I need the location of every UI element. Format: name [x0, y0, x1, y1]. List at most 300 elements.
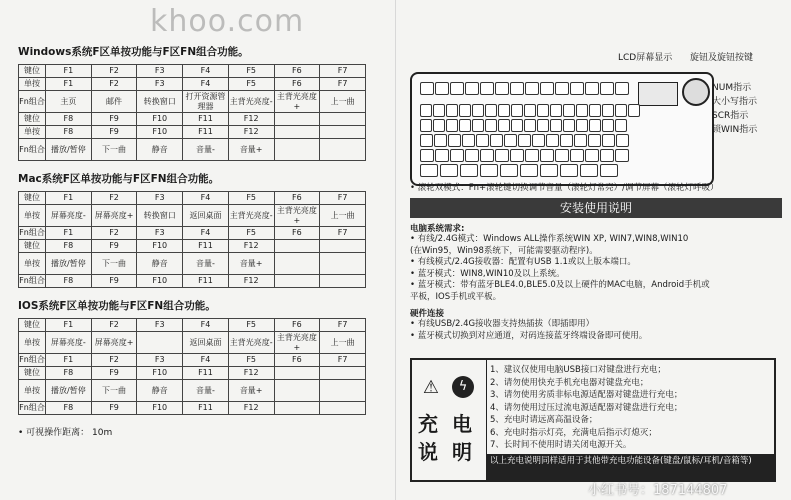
table-cell: [320, 367, 366, 380]
row-label-cell: 键位: [19, 367, 46, 380]
key-icon: [588, 134, 601, 147]
table-cell: 上一曲: [320, 91, 366, 113]
table-cell: F5: [228, 319, 274, 332]
table-cell: 屏幕亮度+: [91, 205, 137, 227]
table-cell: [274, 253, 320, 275]
table-cell: F2: [91, 192, 137, 205]
notice-char: 电: [452, 412, 472, 436]
table-cell: [320, 126, 366, 139]
table-cell: F9: [91, 402, 137, 415]
table-cell: 上一曲: [320, 205, 366, 227]
table-cell: 播放/暂停: [46, 253, 92, 275]
key-icon: [602, 134, 615, 147]
key-icon: [480, 149, 494, 162]
table-cell: [320, 113, 366, 126]
table-cell: [274, 367, 320, 380]
table-cell: [274, 275, 320, 288]
table-cell: [274, 380, 320, 402]
keyboard-illustration: [410, 72, 714, 186]
table-cell: 静音: [137, 380, 183, 402]
table-cell: F8: [46, 402, 92, 415]
table-cell: F6: [274, 227, 320, 240]
key-icon: [472, 104, 484, 117]
table-row: [19, 240, 366, 253]
fkey-table-ios: [18, 318, 366, 415]
table-cell: 音量+: [228, 139, 274, 161]
notice-char: 明: [452, 440, 472, 464]
table-cell: F11: [183, 126, 229, 139]
key-icon: [435, 149, 449, 162]
key-icon: [615, 119, 627, 132]
table-row: [19, 253, 366, 275]
row-label-cell: 单按: [19, 78, 46, 91]
fkey-table-mac: [18, 191, 366, 288]
section-mac: [18, 171, 385, 288]
table-row: [19, 367, 366, 380]
table-cell: [274, 126, 320, 139]
table-cell: F3: [137, 227, 183, 240]
table-cell: F1: [46, 319, 92, 332]
table-cell: F12: [228, 113, 274, 126]
table-cell: F4: [183, 65, 229, 78]
table-cell: F7: [320, 192, 366, 205]
key-icon: [462, 134, 475, 147]
key-icon: [524, 104, 536, 117]
req-item: 平板，IOS手机或平板。: [410, 291, 502, 302]
req-item: • 蓝牙模式：WIN8,WIN10及以上系统。: [410, 268, 565, 279]
req-item: • 有线/2.4G模式：Windows ALL操作系统WIN XP, WIN7,WIN8,WIN10: [410, 234, 689, 244]
table-row: [19, 380, 366, 402]
charging-notice: [410, 358, 776, 482]
key-icon: [570, 149, 584, 162]
table-cell: F9: [91, 240, 137, 253]
key-icon: [550, 119, 562, 132]
key-icon: [532, 134, 545, 147]
table-cell: F6: [274, 78, 320, 91]
row-label-cell: 单按: [19, 253, 46, 275]
key-icon: [600, 164, 618, 177]
table-cell: F7: [320, 354, 366, 367]
key-icon: [585, 149, 599, 162]
key-icon: [546, 134, 559, 147]
table-cell: F10: [137, 126, 183, 139]
section-title: IOS系统F区单按功能与F区FN组合功能。: [18, 300, 216, 312]
key-icon: [420, 149, 434, 162]
req-item: • 蓝牙模式：带有蓝牙BLE4.0,BLE5.0及以上硬件的MAC电脑，Android手机或: [410, 280, 710, 290]
xiaohongshu-id: 小红书号：187144807: [588, 483, 728, 498]
notice-char: 充: [418, 412, 438, 436]
key-icon: [525, 149, 539, 162]
row-label-cell: Fn组合: [19, 227, 46, 240]
conn-item: • 有线USB/2.4G接收器支持热插拔（即插即用）: [410, 319, 595, 329]
key-icon: [563, 104, 575, 117]
notice-item: 3、请勿使用劣质非标电源适配器对键盘进行充电；: [490, 390, 683, 400]
table-cell: F6: [274, 319, 320, 332]
table-cell: 返回桌面: [183, 332, 229, 354]
table-cell: F8: [46, 113, 92, 126]
key-icon: [420, 164, 438, 177]
knob-label: 旋钮及旋钮按键: [690, 53, 754, 63]
key-icon: [434, 134, 447, 147]
key-icon: [448, 134, 461, 147]
table-cell: F6: [274, 354, 320, 367]
table-row: [19, 354, 366, 367]
table-cell: 屏幕亮度-: [46, 332, 92, 354]
key-icon: [615, 82, 629, 95]
key-icon: [495, 149, 509, 162]
table-cell: 上一曲: [320, 332, 366, 354]
notice-item: 2、请勿使用快充手机充电器对键盘充电；: [490, 377, 649, 388]
table-cell: 转换窗口: [137, 205, 183, 227]
table-cell: 主页: [46, 91, 92, 113]
table-cell: F12: [228, 240, 274, 253]
table-row: [19, 402, 366, 415]
table-cell: F4: [183, 78, 229, 91]
table-cell: F9: [91, 275, 137, 288]
key-icon: [537, 119, 549, 132]
key-icon: [524, 119, 536, 132]
key-icon: [520, 164, 538, 177]
table-cell: F1: [46, 65, 92, 78]
key-icon: [498, 119, 510, 132]
notice-header: [412, 360, 487, 480]
table-cell: 音量-: [183, 253, 229, 275]
table-cell: F5: [228, 227, 274, 240]
key-icon: [459, 119, 471, 132]
key-icon: [602, 104, 614, 117]
table-cell: [320, 380, 366, 402]
table-row: [19, 332, 366, 354]
table-cell: F9: [91, 113, 137, 126]
table-row: [19, 126, 366, 139]
key-icon: [600, 82, 614, 95]
key-icon: [472, 119, 484, 132]
key-icon: [450, 82, 464, 95]
table-cell: F4: [183, 319, 229, 332]
key-icon: [537, 104, 549, 117]
key-icon: [525, 82, 539, 95]
key-icon: [555, 82, 569, 95]
table-row: [19, 319, 366, 332]
row-label-cell: Fn组合: [19, 354, 46, 367]
table-cell: F5: [228, 354, 274, 367]
table-row: [19, 113, 366, 126]
table-cell: F1: [46, 354, 92, 367]
table-cell: [320, 402, 366, 415]
table-cell: 屏幕亮度-: [46, 205, 92, 227]
table-cell: 屏幕亮度+: [91, 332, 137, 354]
table-cell: F10: [137, 367, 183, 380]
req-item: (在Win95，Win98系统下，可能需要驱动程序)。: [410, 245, 598, 256]
table-cell: F7: [320, 78, 366, 91]
table-cell: F3: [137, 354, 183, 367]
table-cell: 下一曲: [91, 253, 137, 275]
key-icon: [563, 119, 575, 132]
table-cell: [274, 139, 320, 161]
key-icon: [518, 134, 531, 147]
table-cell: 静音: [137, 253, 183, 275]
table-cell: 播放/暂停: [46, 139, 92, 161]
key-icon: [433, 104, 445, 117]
key-icon: [574, 134, 587, 147]
table-cell: F2: [91, 354, 137, 367]
key-icon: [510, 149, 524, 162]
section-title: Windows系统F区单按功能与F区FN组合功能。: [18, 46, 249, 58]
table-cell: F12: [228, 367, 274, 380]
key-icon: [585, 82, 599, 95]
section-ios: [18, 298, 385, 415]
row-label-cell: Fn组合: [19, 91, 46, 113]
key-icon: [440, 164, 458, 177]
table-cell: [274, 113, 320, 126]
key-icon: [550, 104, 562, 117]
row-label-cell: 单按: [19, 205, 46, 227]
key-icon: [540, 149, 554, 162]
win-lock-indicator-label: 锁WIN指示: [712, 125, 758, 135]
table-cell: F8: [46, 126, 92, 139]
table-cell: F11: [183, 402, 229, 415]
notice-item: 5、充电时请远离高温设备；: [490, 415, 598, 425]
key-icon: [628, 104, 640, 117]
key-icon: [589, 119, 601, 132]
key-icon: [446, 104, 458, 117]
key-icon: [504, 134, 517, 147]
row-label-cell: Fn组合: [19, 139, 46, 161]
knob-icon: [682, 78, 710, 106]
notice-item: 7、长时间不使用时请关闭电源开关。: [490, 440, 632, 450]
table-cell: [137, 332, 183, 354]
table-cell: F12: [228, 275, 274, 288]
table-cell: 主背光亮度+: [274, 332, 320, 354]
notice-item: 1、建议仅使用电脑USB接口对键盘进行充电；: [490, 365, 666, 375]
table-row: [19, 65, 366, 78]
table-cell: F3: [137, 78, 183, 91]
table-row: [19, 91, 366, 113]
table-cell: 音量+: [228, 380, 274, 402]
table-cell: F5: [228, 78, 274, 91]
req-title: 电脑系统需求:: [410, 224, 465, 234]
key-icon: [555, 149, 569, 162]
table-row: [19, 139, 366, 161]
key-icon: [560, 164, 578, 177]
install-band: 安装使用说明: [410, 198, 782, 218]
table-cell: F1: [46, 192, 92, 205]
key-icon: [420, 119, 432, 132]
key-icon: [420, 82, 434, 95]
table-cell: F12: [228, 402, 274, 415]
key-icon: [540, 164, 558, 177]
table-cell: F8: [46, 240, 92, 253]
row-label-cell: 单按: [19, 380, 46, 402]
table-cell: F2: [91, 319, 137, 332]
table-cell: F11: [183, 367, 229, 380]
warning-icon: ⚠: [422, 377, 440, 398]
table-cell: [274, 402, 320, 415]
row-label-cell: 单按: [19, 332, 46, 354]
table-cell: 音量-: [183, 380, 229, 402]
table-cell: [320, 253, 366, 275]
table-row: [19, 227, 366, 240]
table-cell: F5: [228, 65, 274, 78]
table-cell: F7: [320, 227, 366, 240]
key-icon: [420, 134, 433, 147]
table-cell: F11: [183, 113, 229, 126]
table-cell: 主背光亮度-: [228, 205, 274, 227]
right-page: [395, 0, 791, 500]
table-cell: F3: [137, 192, 183, 205]
table-row: [19, 192, 366, 205]
key-icon: [580, 164, 598, 177]
key-icon: [511, 119, 523, 132]
row-label-cell: 键位: [19, 319, 46, 332]
conn-item: • 蓝牙模式切换到对应通道，对码连接蓝牙终端设备即可使用。: [410, 330, 648, 341]
table-cell: F10: [137, 240, 183, 253]
table-cell: F5: [228, 192, 274, 205]
key-icon: [570, 82, 584, 95]
table-row: [19, 78, 366, 91]
notice-footer: 以上充电说明同样适用于其他带充电功能设备(键盘/鼠标/耳机/音箱等): [486, 454, 774, 480]
key-icon: [465, 149, 479, 162]
table-cell: [320, 275, 366, 288]
key-icon: [576, 119, 588, 132]
operation-distance: • 可视操作距离： 10m: [18, 428, 113, 438]
row-label-cell: 键位: [19, 192, 46, 205]
key-icon: [480, 82, 494, 95]
table-cell: F1: [46, 78, 92, 91]
key-icon: [500, 164, 518, 177]
table-cell: F8: [46, 367, 92, 380]
table-cell: F2: [91, 78, 137, 91]
notice-list: [490, 364, 766, 452]
row-label-cell: 键位: [19, 65, 46, 78]
req-item: • 有线模式/2.4G接收器：配置有USB 1.1或以上版本端口。: [410, 257, 636, 267]
notice-item: 6、充电时指示灯亮，充满电后指示灯熄灭；: [490, 427, 657, 438]
table-cell: F3: [137, 319, 183, 332]
table-cell: 主背光亮度-: [228, 332, 274, 354]
table-cell: 下一曲: [91, 139, 137, 161]
watermark: khoo.com: [150, 4, 305, 39]
table-row: [19, 275, 366, 288]
table-cell: F10: [137, 113, 183, 126]
table-cell: F4: [183, 227, 229, 240]
table-row: [19, 205, 366, 227]
table-cell: 主背光亮度-: [228, 91, 274, 113]
table-cell: F1: [46, 227, 92, 240]
conn-title: 硬件连接: [410, 309, 445, 319]
key-icon: [498, 104, 510, 117]
key-icon: [459, 104, 471, 117]
section-title: Mac系统F区单按功能与F区FN组合功能。: [18, 173, 220, 185]
table-cell: F7: [320, 65, 366, 78]
key-icon: [485, 119, 497, 132]
key-icon: [560, 134, 573, 147]
key-icon: [460, 164, 478, 177]
notice-item: 4、请勿使用过压过流电源适配器对键盘进行充电；: [490, 402, 683, 413]
table-cell: F12: [228, 126, 274, 139]
key-icon: [600, 149, 614, 162]
table-cell: F4: [183, 354, 229, 367]
table-cell: F10: [137, 402, 183, 415]
table-cell: [320, 139, 366, 161]
key-icon: [576, 104, 588, 117]
table-cell: F2: [91, 65, 137, 78]
key-icon: [495, 82, 509, 95]
key-icon: [433, 119, 445, 132]
table-cell: [320, 240, 366, 253]
lcd-label: LCD屏幕显示: [618, 53, 673, 63]
key-icon: [446, 119, 458, 132]
table-cell: F6: [274, 65, 320, 78]
num-indicator-label: NUM指示: [712, 83, 752, 93]
table-cell: 主背光亮度+: [274, 91, 320, 113]
key-icon: [490, 134, 503, 147]
key-icon: [420, 104, 432, 117]
key-icon: [615, 104, 627, 117]
table-cell: 转换窗口: [137, 91, 183, 113]
key-icon: [510, 82, 524, 95]
lcd-screen-icon: [638, 82, 678, 106]
table-cell: F7: [320, 319, 366, 332]
key-icon: [485, 104, 497, 117]
table-cell: F3: [137, 65, 183, 78]
key-icon: [602, 119, 614, 132]
table-cell: 音量+: [228, 253, 274, 275]
table-cell: F6: [274, 192, 320, 205]
table-cell: F11: [183, 275, 229, 288]
table-cell: [274, 240, 320, 253]
left-page: [0, 0, 395, 500]
row-label-cell: 键位: [19, 113, 46, 126]
table-cell: F4: [183, 192, 229, 205]
row-label-cell: Fn组合: [19, 402, 46, 415]
table-cell: F9: [91, 126, 137, 139]
row-label-cell: Fn组合: [19, 275, 46, 288]
key-icon: [476, 134, 489, 147]
key-icon: [616, 134, 629, 147]
table-cell: F8: [46, 275, 92, 288]
table-cell: 播放/暂停: [46, 380, 92, 402]
notice-char: 说: [418, 440, 438, 464]
key-icon: [450, 149, 464, 162]
caps-indicator-label: 大小写指示: [712, 97, 758, 107]
lightning-icon: ϟ: [452, 376, 474, 398]
table-cell: F9: [91, 367, 137, 380]
table-cell: 邮件: [91, 91, 137, 113]
key-icon: [465, 82, 479, 95]
fkey-table-windows: [18, 64, 366, 161]
table-cell: F10: [137, 275, 183, 288]
key-icon: [589, 104, 601, 117]
scroll-mode-text: • 滚轮双模式：Fn+滚轮键切换调节音量（滚轮灯常亮）/调节屏幕（滚轮灯呼吸）: [410, 183, 719, 193]
scr-indicator-label: SCR指示: [712, 111, 749, 121]
section-windows: [18, 44, 385, 161]
keyboard-diagram: [410, 48, 782, 183]
key-icon: [615, 149, 629, 162]
table-cell: 下一曲: [91, 380, 137, 402]
table-cell: 静音: [137, 139, 183, 161]
table-cell: 音量-: [183, 139, 229, 161]
table-cell: F11: [183, 240, 229, 253]
key-icon: [511, 104, 523, 117]
row-label-cell: 单按: [19, 126, 46, 139]
table-cell: 主背光亮度+: [274, 205, 320, 227]
key-icon: [435, 82, 449, 95]
table-cell: F2: [91, 227, 137, 240]
key-icon: [540, 82, 554, 95]
table-cell: 返回桌面: [183, 205, 229, 227]
table-cell: 打开资源管理器: [183, 91, 229, 113]
row-label-cell: 键位: [19, 240, 46, 253]
